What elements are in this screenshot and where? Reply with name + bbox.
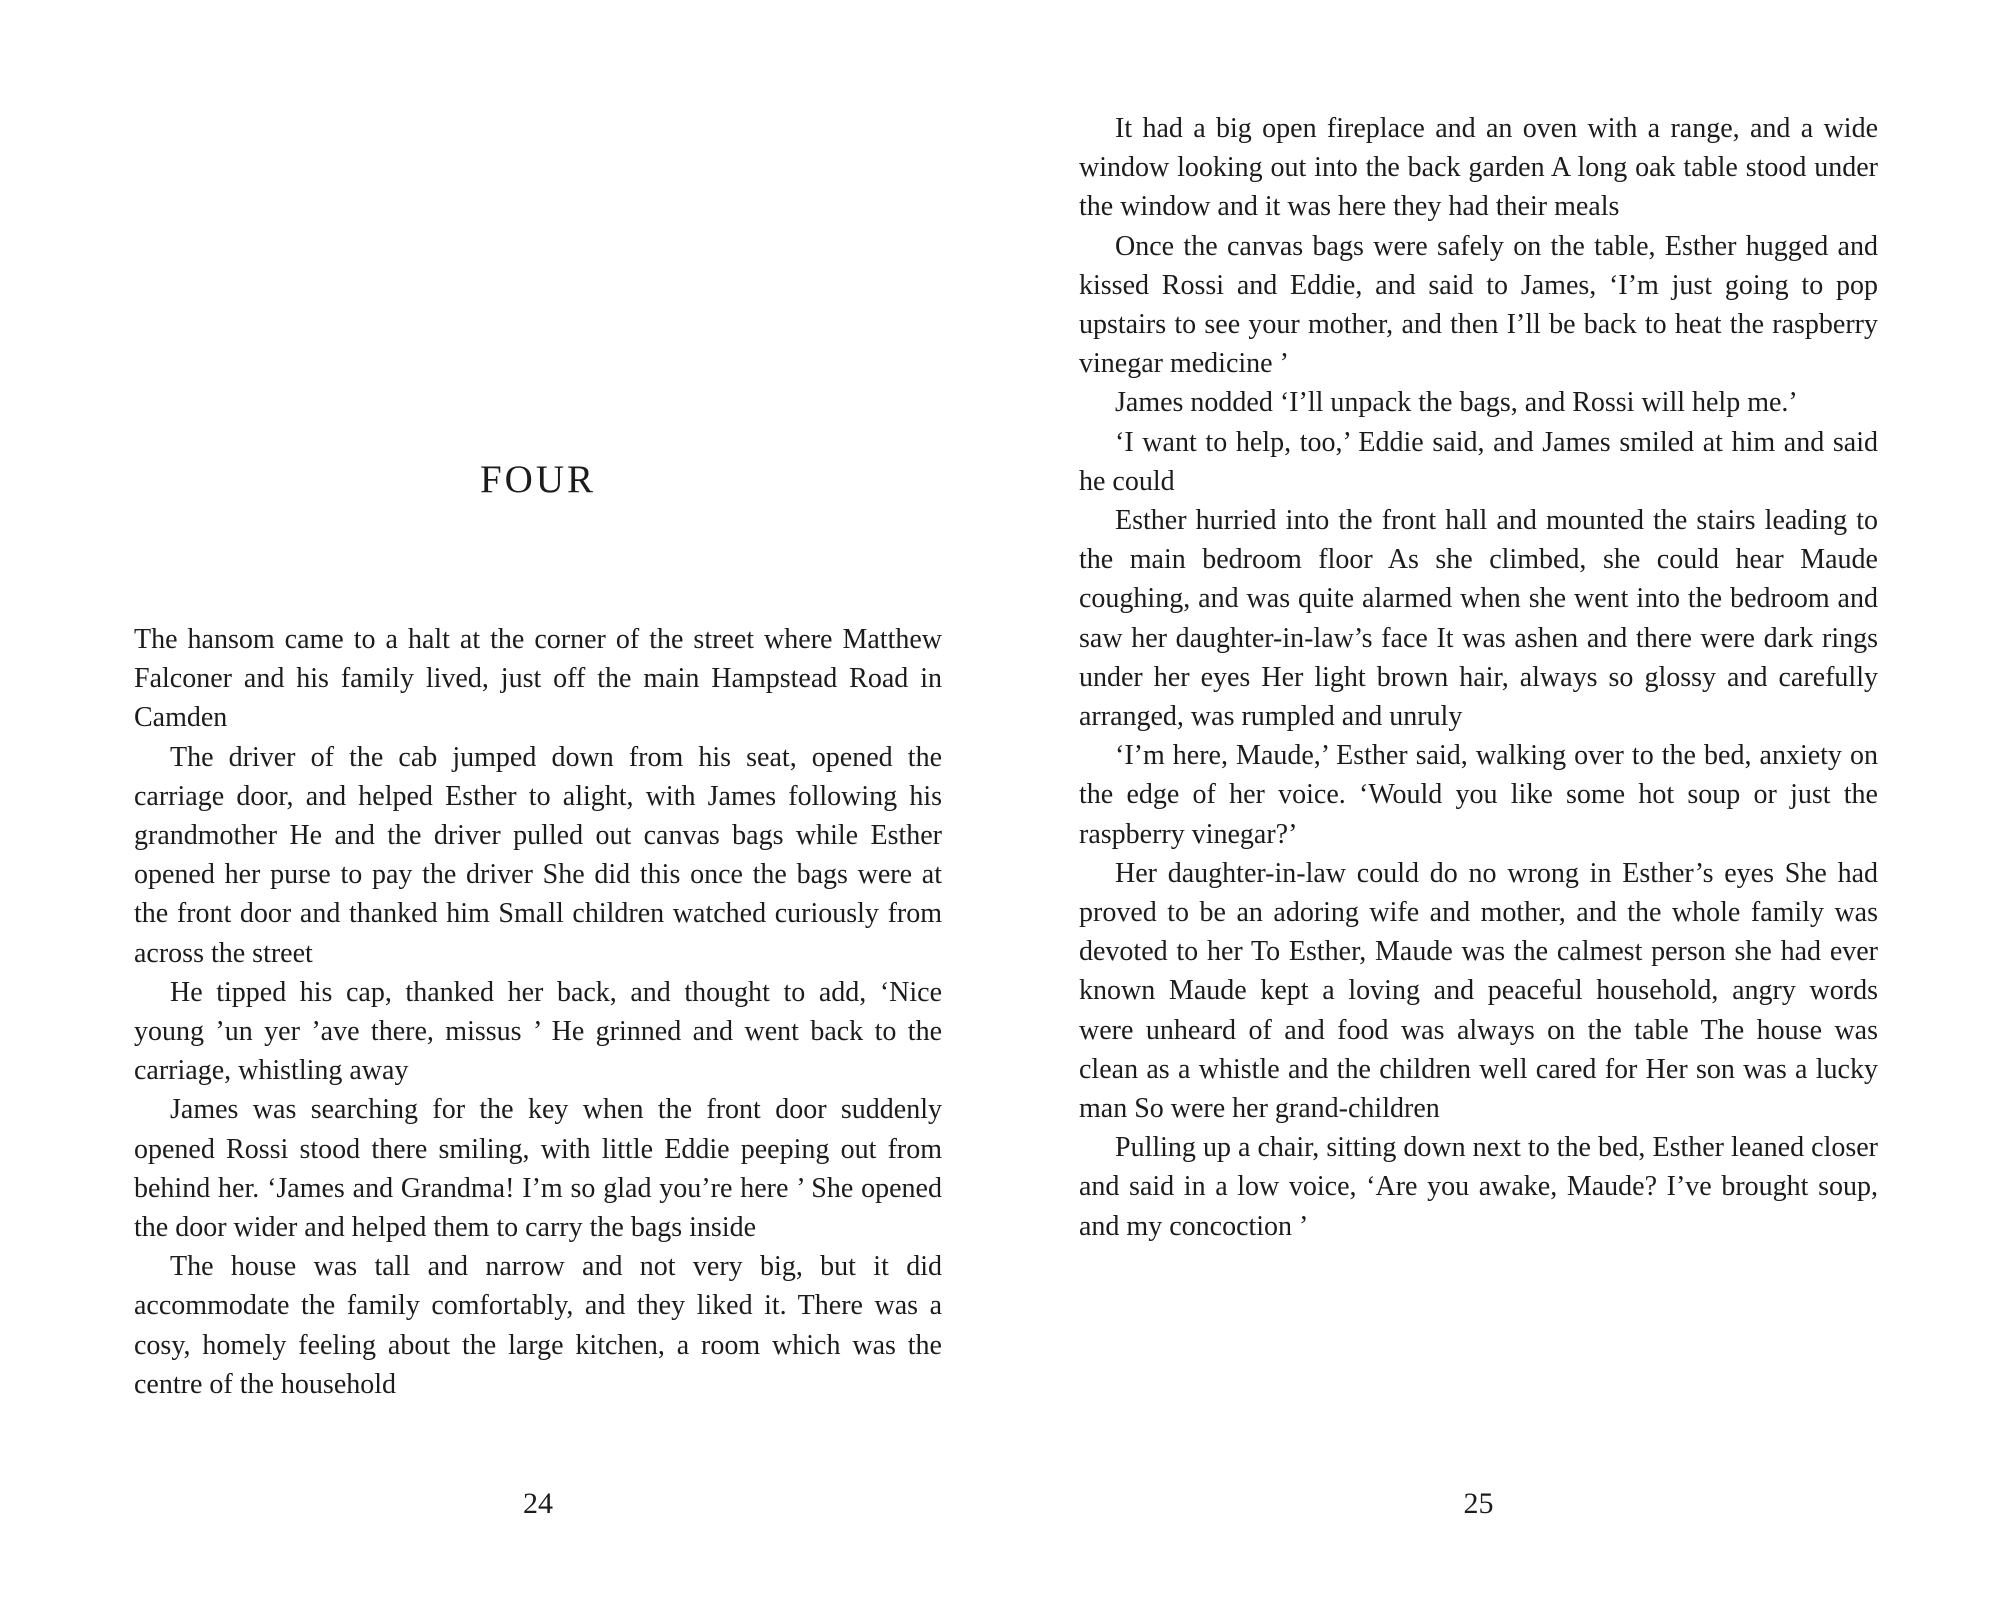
paragraph: The house was tall and narrow and not very big, but it did accommodate the family comfortably, and they liked it. There was a cosy, homely feeling about the large kitchen, a room which was the centre of the household [134, 1251, 942, 1400]
paragraph: He tipped his cap, thanked her back, and thought to add, ‘Nice young ’un yer ’ave there, missus ’ He grinned and went back to the carriage, whistling away [134, 976, 942, 1087]
paragraph: James was searching for the key when the front door suddenly opened Rossi stood there smiling, with little Eddie peeping out from behind her. ‘James and Grandma! I’m so glad you’re here ’ She opened the door wider and helped them to carry the bags inside [134, 1094, 942, 1244]
paragraph: Her daughter-in-law could do no wrong in Esther’s eyes She had proved to be an adoring wife and mother, and the whole family was devoted to her To Esther, Maude was the calmest person she had ever known Maude kept a loving and peaceful household, angry words were unheard of and food was always on the table The house was clean as a whistle and the children well cared for Her son was a lucky man So were her grand-children [1079, 857, 1878, 1125]
paragraph: It had a big open fireplace and an oven with a range, and a wide window looking out into the back garden A long oak table stood under the window and it was here they had their meals [1079, 113, 1878, 223]
paragraph: Pulling up a chair, sitting down next to the bed, Esther leaned closer and said in a low voice, ‘Are you awake, Maude? I’ve brought soup, and my concoction ’ [1079, 1132, 1878, 1242]
paragraph: Esther hurried into the front hall and mounted the stairs leading to the main bedroom floor As she climbed, she could hear Maude coughing, and was quite alarmed when she went into the bedroom and saw her daughter-in-law’s face It was ashen and there were dark rings under her eyes Her light brown hair, always so glossy and carefully arranged, was rumpled and unruly [1079, 505, 1878, 733]
paragraph: ‘I want to help, too,’ Eddie said, and James smiled at him and said he could [1079, 426, 1878, 497]
right-page-body [1079, 109, 1878, 1246]
right-page [1079, 0, 1878, 1598]
paragraph: James nodded ‘I’ll unpack the bags, and Rossi will help me.’ [1115, 387, 1798, 419]
page-number: 25 [1463, 1487, 1494, 1520]
chapter-title: FOUR [479, 458, 597, 501]
paragraph: The driver of the cab jumped down from his seat, opened the carriage door, and helped Esther to alight, with James following his grandmother He and the driver pulled out canvas bags while Esther opened her purse to pay the driver She did this once the bags were at the front door and thanked him Small children watched curiously from across the street [134, 741, 942, 969]
paragraph: Once the canvas bags were safely on the table, Esther hugged and kissed Rossi and Eddie, and said to James, ‘I’m just going to pop upstairs to see your mother, and then I’ll be back to heat the raspberry vinegar medicine ’ [1079, 230, 1878, 380]
left-page [134, 0, 942, 1598]
paragraph: The hansom came to a halt at the corner of the street where Matthew Falconer and his family lived, just off the main Hampstead Road in Camden [134, 624, 942, 734]
page-number: 24 [523, 1487, 553, 1520]
paragraph: ‘I’m here, Maude,’ Esther said, walking over to the bed, anxiety on the edge of her voice. ‘Would you like some hot soup or just the raspberry vinegar?’ [1079, 740, 1878, 850]
left-page-body [134, 620, 942, 1404]
